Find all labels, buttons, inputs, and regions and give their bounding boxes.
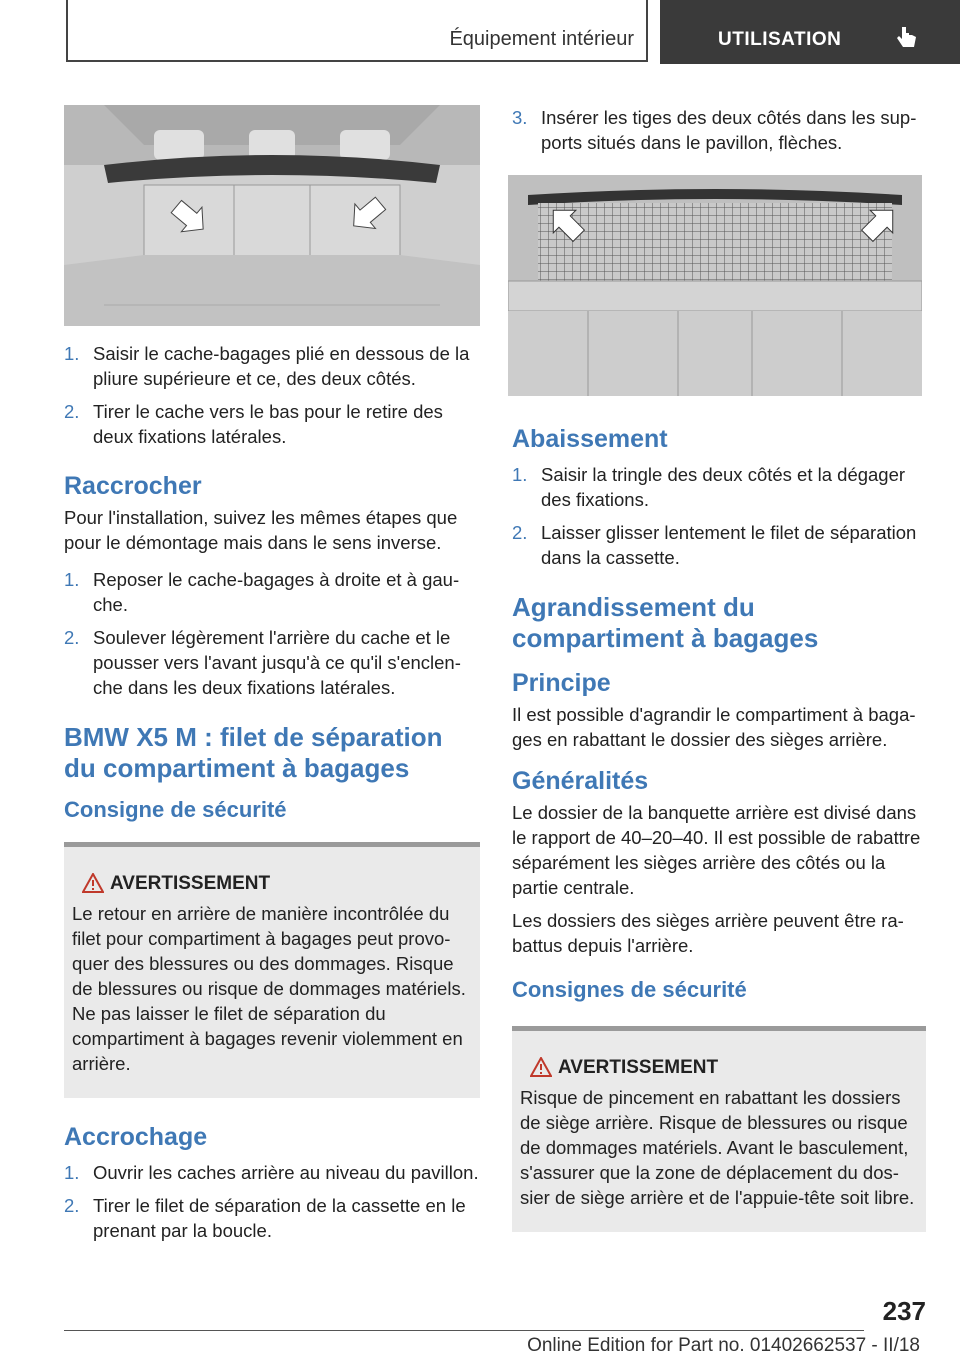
warning-body: Le retour en arrière de manière incontrôlée du filet pour compartiment à bagages peut provoquer des blessures ou des dommages. Risque de blessures ou risque de dommages matériels. Ne pas laisser le filet de séparation du compartiment à bagages revenir violemment en arrière. [72,903,466,1074]
warning-triangle-icon [82,873,104,893]
heading-abaissement: Abaissement [512,425,668,453]
footer-divider [64,1330,864,1331]
separation-net-figure [508,175,922,396]
generalites-text-2: Les dossiers des sièges arrière peuvent être rabattus depuis l'arrière. [512,910,904,956]
trunk-cover-figure [64,105,480,326]
heading-raccrocher: Raccrocher [64,472,202,500]
warning-title: AVERTISSEMENT [558,1057,719,1078]
heading-net-separation: BMW X5 M : filet de séparation du compartiment à bagages [64,722,443,783]
heading-generalites: Généralités [512,767,649,795]
header-chapter-label: UTILISATION [718,29,842,50]
list-item: 2. Tirer le cache vers le bas pour le retire des deux fixations latérales. [64,401,443,447]
heading-consignes: Consignes de sécurité [512,977,747,1002]
warning-body: Risque de pincement en rabattant les dossiers de siège arrière. Risque de blessures ou risque de dommages matériels. Avant le basculement, s'assurer que la zone de déplacement du dossier de siège arrière et de l'appuie-tête soit libre. [520,1087,915,1208]
warning-triangle-icon [530,1057,552,1077]
page-number: 237 [882,1296,926,1326]
left-column [64,105,480,1251]
header-section-title: Équipement intérieur [66,0,648,62]
steps-accrochage [64,1160,480,1243]
heading-accrochage: Accrochage [64,1123,208,1151]
list-item: 1. Reposer le cache-bagages à droite et à gauche. [64,569,460,615]
list-item: 2. Laisser glisser lentement le filet de séparation dans la cassette. [512,522,917,568]
hand-pointer-icon [896,25,918,51]
steps-reinstall [64,567,480,700]
footer-edition: Online Edition for Part no. 01402662537 - II/18 [527,1335,920,1356]
list-item: 1. Saisir la tringle des deux côtés et la dégager des fixations. [512,464,906,510]
header-chapter-tab[interactable] [660,0,960,64]
principe-text: Il est possible d'agrandir le compartiment à bagages en rabattant le dossier des sièges arrière. [512,704,916,750]
steps-insert [512,105,926,155]
list-item: 2. Tirer le filet de séparation de la cassette en le prenant par la boucle. [64,1195,466,1241]
list-item: 1. Ouvrir les caches arrière au niveau du pavillon. [64,1162,479,1183]
warning-title: AVERTISSEMENT [110,873,271,894]
list-item: 3. Insérer les tiges des deux côtés dans les supports situés dans le pavillon, flèches. [512,107,917,153]
raccrocher-intro: Pour l'installation, suivez les mêmes étapes que pour le démontage mais dans le sens inverse. [64,507,458,553]
heading-principe: Principe [512,669,611,697]
steps-abaissement [512,462,926,570]
generalites-text-1: Le dossier de la banquette arrière est divisé dans le rapport de 40–20–40. Il est possible de rabattre séparément les sièges arrière des côtés ou la partie centrale. [512,802,921,898]
right-column [512,105,926,1232]
heading-agrandissement: Agrandissement du compartiment à bagages [512,592,819,653]
warning-box-net [64,842,480,1098]
list-item: 2. Soulever légèrement l'arrière du cache et le pousser vers l'avant jusqu'à ce qu'il s'enclenche dans les deux fixations latérales. [64,627,461,698]
list-item: 1. Saisir le cache-bagages plié en dessous de la pliure supérieure et ce, des deux côtés. [64,343,470,389]
warning-box-seats [512,1026,926,1232]
steps-removal [64,341,480,449]
heading-safety: Consigne de sécurité [64,797,287,822]
